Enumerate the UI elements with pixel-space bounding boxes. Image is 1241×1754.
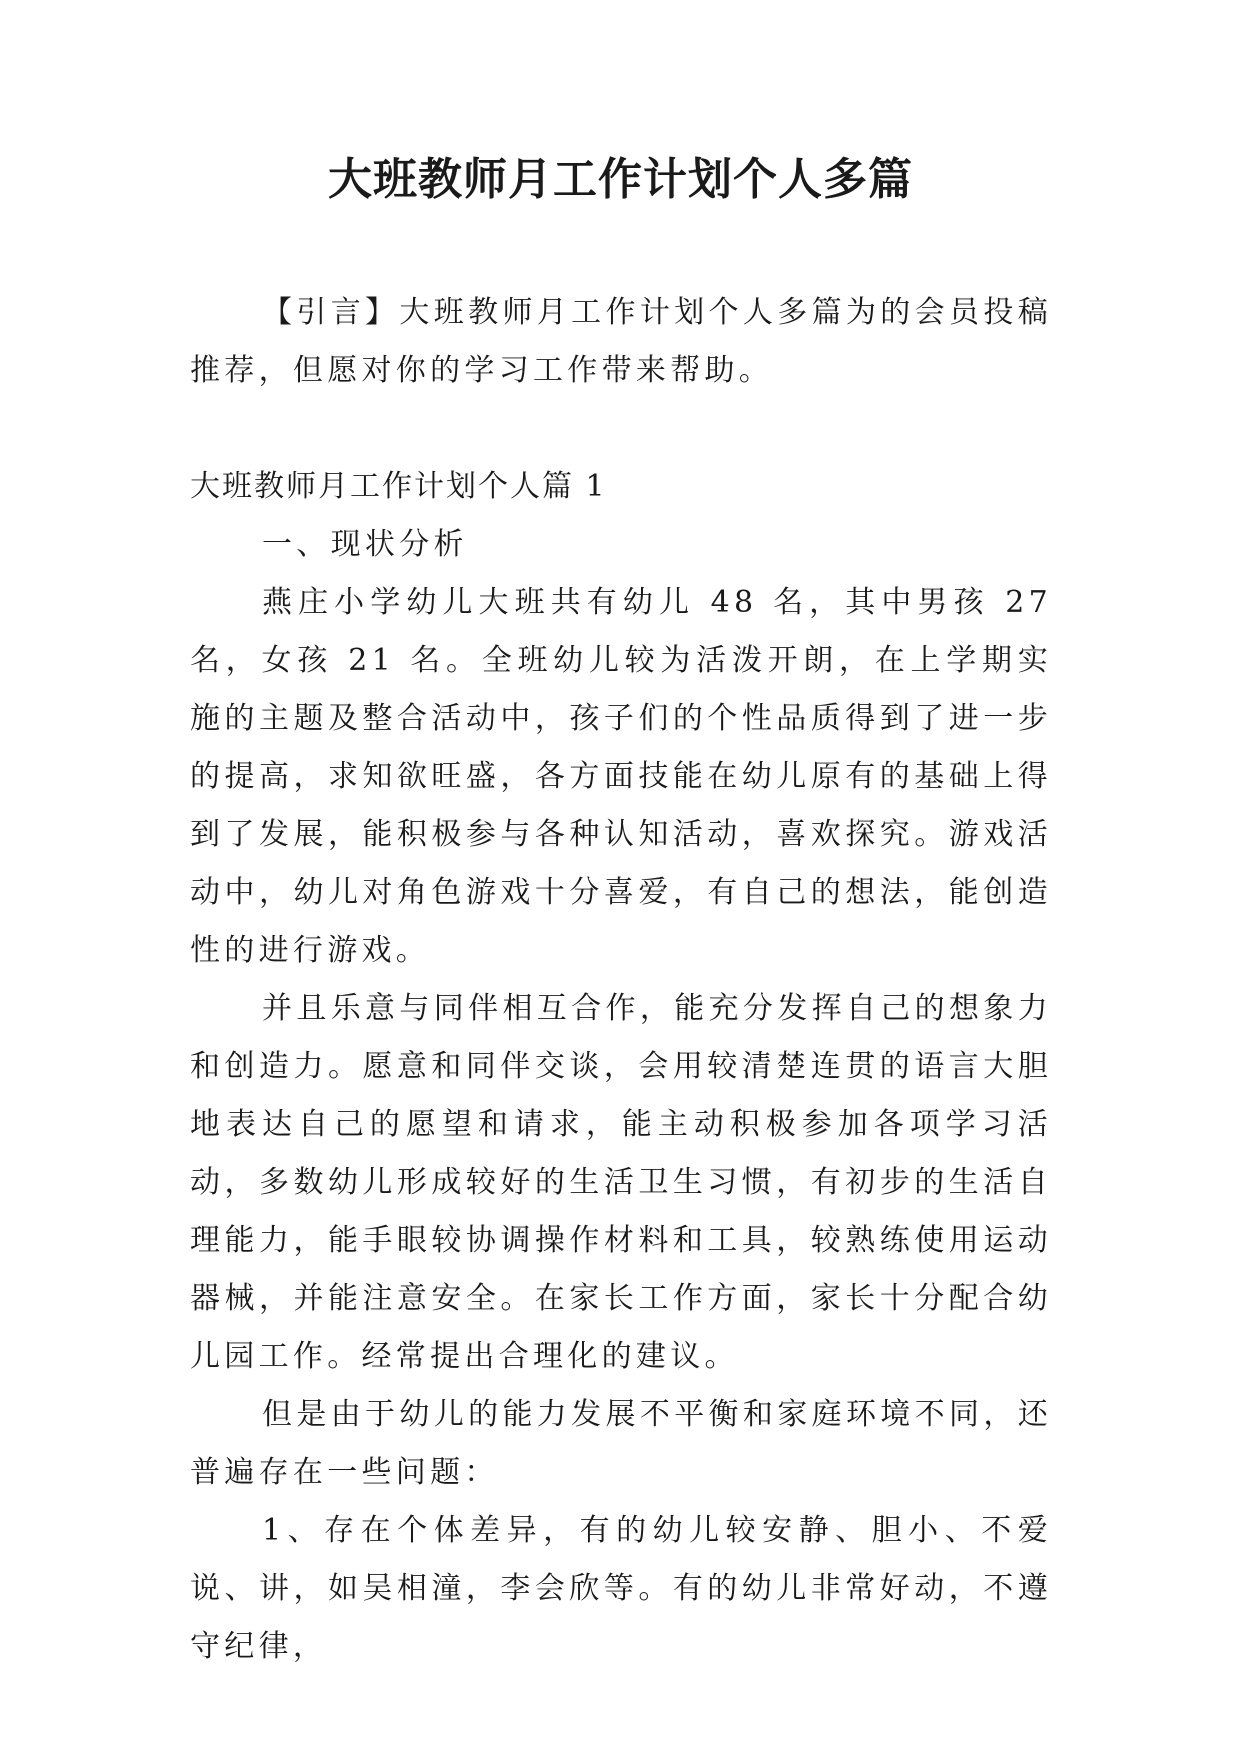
document-body: [190, 284, 1052, 1676]
section-heading: 大班教师月工作计划个人篇 1: [190, 469, 607, 504]
subheading-status-analysis: 一、现状分析: [262, 527, 468, 562]
intro-paragraph: 【引言】大班教师月工作计划个人多篇为的会员投稿推荐，但愿对你的学习工作带来帮助。: [190, 295, 1052, 388]
body-paragraph: 燕庄小学幼儿大班共有幼儿 48 名，其中男孩 27 名，女孩 21 名。全班幼儿较为活泼开朗，在上学期实施的主题及整合活动中，孩子们的个性品质得到了进一步的提高，求知欲旺盛，各方面技能在幼儿原有的基础上得到了发展，能积极参与各种认知活动，喜欢探究。游戏活动中，幼儿对角色游戏十分喜爱，有自己的想法，能创造性的进行游戏。: [190, 585, 1052, 968]
document-title: 大班教师月工作计划个人多篇: [328, 154, 913, 205]
body-paragraph: 并且乐意与同伴相互合作，能充分发挥自己的想象力和创造力。愿意和同伴交谈，会用较清楚连贯的语言大胆地表达自己的愿望和请求，能主动积极参加各项学习活动，多数幼儿形成较好的生活卫生习惯，有初步的生活自理能力，能手眼较协调操作材料和工具，较熟练使用运动器械，并能注意安全。在家长工作方面，家长十分配合幼儿园工作。经常提出合理化的建议。: [190, 991, 1052, 1374]
body-paragraph: 1、存在个体差异，有的幼儿较安静、胆小、不爱说、讲，如吴相潼，李会欣等。有的幼儿非常好动，不遵守纪律，: [190, 1513, 1052, 1664]
body-paragraph: 但是由于幼儿的能力发展不平衡和家庭环境不同，还普遍存在一些问题：: [190, 1397, 1052, 1490]
